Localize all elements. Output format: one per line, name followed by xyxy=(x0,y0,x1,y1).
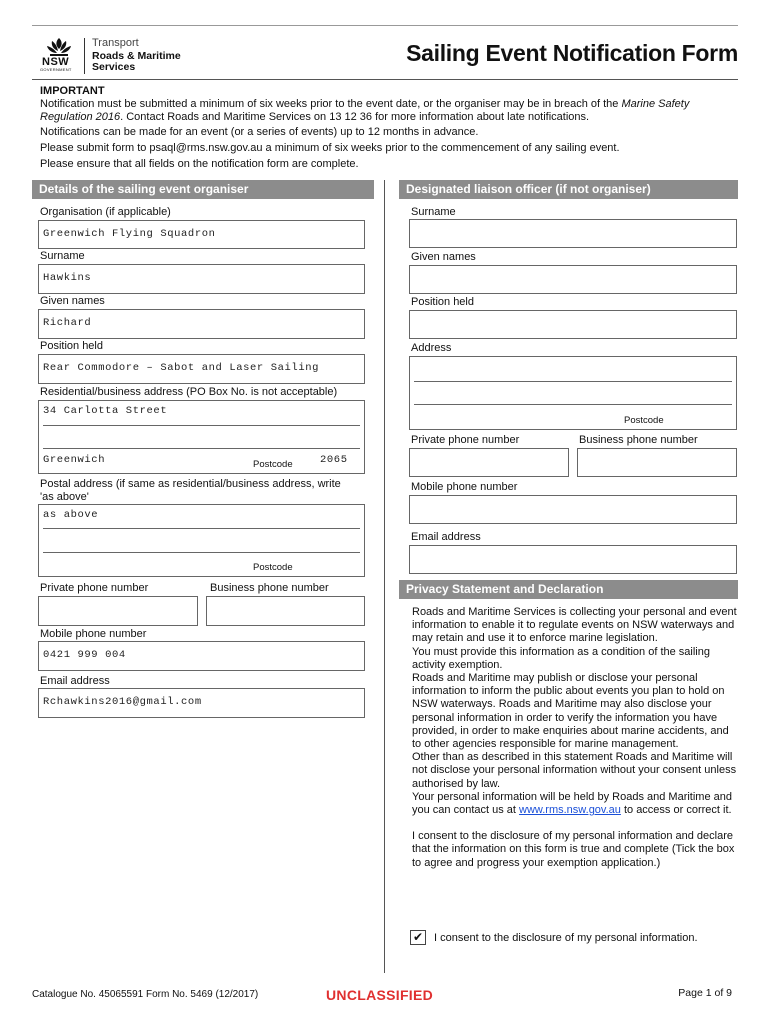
given-names-field[interactable] xyxy=(38,309,365,339)
liaison-address-label: Address xyxy=(411,342,452,354)
residential-line1-value: 34 Carlotta Street xyxy=(43,405,168,417)
important-p3: Please submit form to psaql@rms.nsw.gov.au a minimum of six weeks prior to the commencement of any sailing event. xyxy=(40,142,620,155)
mobile-label: Mobile phone number xyxy=(40,628,147,640)
surname-field[interactable] xyxy=(38,264,365,294)
residential-rule-2 xyxy=(43,448,360,449)
privacy-p5: Your personal information will be held by Roads and Maritime and you can contact us at www.rms.nsw.gov.au to access or correct it. xyxy=(412,790,732,817)
liaison-surname-field[interactable] xyxy=(409,219,737,248)
liaison-address-field[interactable] xyxy=(409,356,737,430)
email-label: Email address xyxy=(40,675,110,687)
liaison-mobile-field[interactable] xyxy=(409,495,737,524)
privacy-p3: Roads and Maritime may publish or disclose your personal information to inform the public about events you plan to hold on NSW waterways. Roads and Maritime may also disclose your personal information in order to verify the information you have provided, in order to make enquiries about marine accidents, and to other agencies responsible for marine management. xyxy=(412,672,729,751)
logo-government-text: GOVERNMENT xyxy=(40,67,72,72)
nsw-transport-logo xyxy=(40,36,200,76)
position-field[interactable] xyxy=(38,354,365,384)
residential-rule-1 xyxy=(43,425,360,426)
page-number: Page 1 of 9 xyxy=(678,987,732,999)
organisation-field[interactable] xyxy=(38,220,365,249)
column-divider xyxy=(384,180,385,973)
position-label: Position held xyxy=(40,340,103,352)
liaison-business-phone-label: Business phone number xyxy=(579,434,698,446)
residential-postcode-label: Postcode xyxy=(253,459,293,470)
postal-rule-2 xyxy=(43,552,360,553)
liaison-business-phone-field[interactable] xyxy=(577,448,737,477)
classification-label: UNCLASSIFIED xyxy=(326,987,434,1003)
liaison-position-field[interactable] xyxy=(409,310,737,339)
liaison-address-rule-2 xyxy=(414,404,732,405)
consent-checkbox[interactable]: ✔ xyxy=(410,930,426,945)
mobile-value: 0421 999 004 xyxy=(43,649,126,661)
postal-line1-value: as above xyxy=(43,509,99,521)
given-names-label: Given names xyxy=(40,295,105,307)
liaison-given-names-label: Given names xyxy=(411,251,476,263)
organisation-value: Greenwich Flying Squadron xyxy=(43,228,216,240)
catalogue-number: Catalogue No. 45065591 Form No. 5469 (12/2017) xyxy=(32,989,259,1000)
page-title: Sailing Event Notification Form xyxy=(406,40,738,66)
important-heading: IMPORTANT xyxy=(40,85,105,97)
liaison-address-rule-1 xyxy=(414,381,732,382)
private-phone-label: Private phone number xyxy=(40,582,149,594)
liaison-email-label: Email address xyxy=(411,531,481,543)
postal-postcode-label: Postcode xyxy=(253,562,293,573)
liaison-private-phone-label: Private phone number xyxy=(411,434,520,446)
important-p4: Please ensure that all fields on the notification form are complete. xyxy=(40,157,359,170)
privacy-statement xyxy=(412,606,737,870)
email-field[interactable] xyxy=(38,688,365,718)
liaison-private-phone-field[interactable] xyxy=(409,448,569,477)
postal-address-label-2: 'as above' xyxy=(40,491,89,503)
organisation-label: Organisation (if applicable) xyxy=(40,206,171,218)
rms-website-link[interactable]: www.rms.nsw.gov.au xyxy=(519,804,621,817)
email-value: Rchawkins2016@gmail.com xyxy=(43,696,202,708)
residential-address-field[interactable] xyxy=(38,400,365,474)
business-phone-label: Business phone number xyxy=(210,582,329,594)
position-value: Rear Commodore – Sabot and Laser Sailing xyxy=(43,362,320,374)
liaison-email-field[interactable] xyxy=(409,545,737,574)
logo-rms-text-1: Roads & Maritime xyxy=(92,50,181,62)
logo-transport-text: Transport xyxy=(92,37,139,49)
residential-postcode-value: 2065 xyxy=(320,454,348,466)
consent-label: I consent to the disclosure of my personal information. xyxy=(434,932,698,944)
business-phone-field[interactable] xyxy=(206,596,365,626)
logo-rms-text-2: Services xyxy=(92,61,136,73)
postal-address-field[interactable] xyxy=(38,504,365,577)
waratah-icon xyxy=(44,36,74,58)
liaison-surname-label: Surname xyxy=(411,206,456,218)
important-p1: Notification must be submitted a minimum of six weeks prior to the event date, or the organiser may be in breach of the Marine Safety Regulation 2016. Contact Roads and Maritime Services on 13 12 36 for more information about late notifications. xyxy=(40,97,690,123)
privacy-p1: Roads and Maritime Services is collecting your personal and event information to enable it to regulate events on NSW waterways and may retain and use it to enforce marine legislation. xyxy=(412,606,737,645)
liaison-mobile-label: Mobile phone number xyxy=(411,481,518,493)
liaison-section-header: Designated liaison officer (if not organiser) xyxy=(399,180,738,199)
postal-address-label-1: Postal address (if same as residential/business address, write xyxy=(40,478,341,490)
privacy-p4: Other than as described in this statement Roads and Maritime will not disclose your personal information without your consent unless authorised by law. xyxy=(412,751,737,790)
important-notice xyxy=(40,85,740,171)
surname-label: Surname xyxy=(40,250,85,262)
title-rule xyxy=(32,79,738,80)
private-phone-field[interactable] xyxy=(38,596,198,626)
postal-rule-1 xyxy=(43,528,360,529)
important-p2: Notifications can be made for an event (or a series of events) up to 12 months in advance. xyxy=(40,126,479,139)
logo-divider xyxy=(84,38,85,74)
privacy-section-header: Privacy Statement and Declaration xyxy=(399,580,738,599)
residential-suburb-value: Greenwich xyxy=(43,454,106,466)
surname-value: Hawkins xyxy=(43,272,92,284)
liaison-postcode-label: Postcode xyxy=(624,415,664,426)
liaison-given-names-field[interactable] xyxy=(409,265,737,294)
mobile-field[interactable] xyxy=(38,641,365,671)
privacy-p6: I consent to the disclosure of my personal information and declare that the information on this form is true and complete (Tick the box to agree and progress your exemption application.) xyxy=(412,830,735,869)
organiser-section-header: Details of the sailing event organiser xyxy=(32,180,374,199)
residential-address-label: Residential/business address (PO Box No. is not acceptable) xyxy=(40,386,338,398)
consent-row xyxy=(410,930,740,946)
logo-nsw-text: NSW xyxy=(42,56,70,68)
given-names-value: Richard xyxy=(43,317,92,329)
liaison-position-label: Position held xyxy=(411,296,474,308)
top-rule xyxy=(32,25,738,26)
privacy-p2: You must provide this information as a condition of the sailing activity exemption. xyxy=(412,645,710,671)
